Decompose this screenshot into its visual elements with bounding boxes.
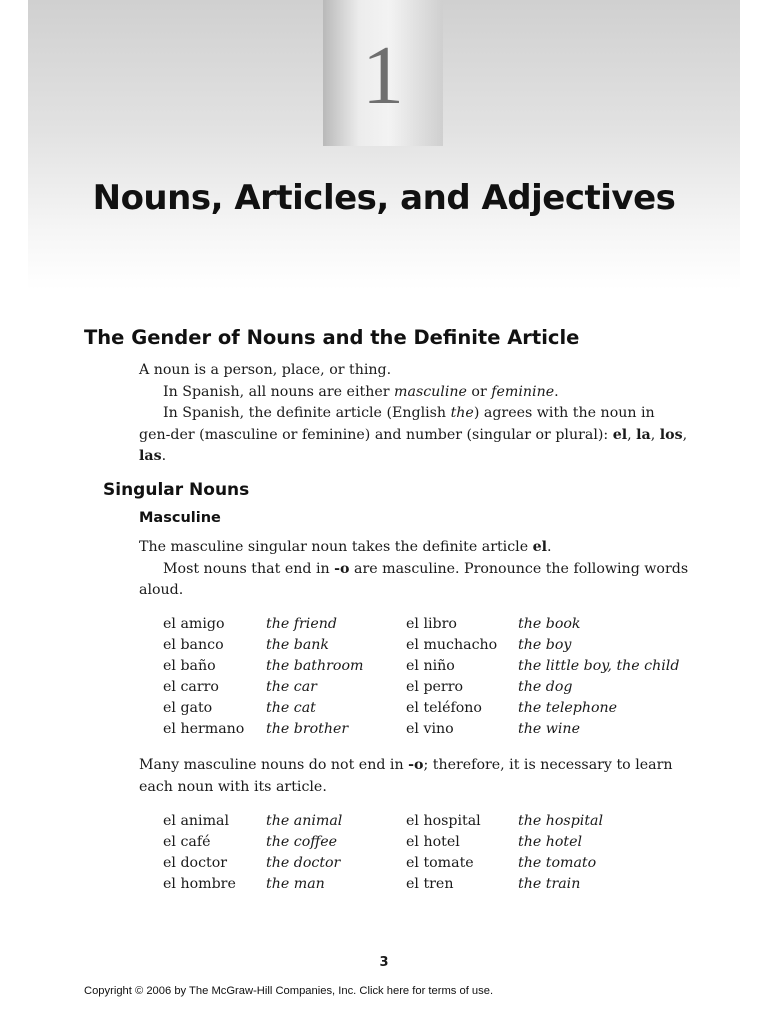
spanish-word: el hotel — [406, 834, 460, 850]
english-word: the little boy, the child — [518, 658, 680, 674]
page-number: 3 — [379, 955, 389, 970]
english-word: the hospital — [518, 813, 604, 829]
masculine-line-1 — [139, 537, 689, 559]
text-run: . — [161, 448, 167, 464]
intro-line-2 — [139, 382, 689, 404]
vocab-row — [163, 853, 723, 874]
text-run: In Spanish, all nouns are either — [163, 383, 395, 400]
english-word: the man — [266, 876, 325, 892]
english-word: the tomato — [518, 855, 597, 871]
english-word: the train — [518, 876, 581, 892]
english-word: the wine — [518, 721, 580, 737]
english-word: the cat — [266, 700, 316, 716]
spanish-word: el perro — [406, 679, 464, 695]
masculine-line-2 — [139, 559, 689, 602]
text-run: Most nouns that end in — [163, 560, 335, 577]
subsubsection-heading: Masculine — [139, 510, 221, 526]
spanish-word: el vino — [406, 721, 454, 737]
vocab-row — [163, 874, 723, 895]
vocab-row — [163, 719, 723, 740]
vocab-list-2 — [163, 811, 723, 895]
text-run: . — [554, 383, 559, 400]
chapter-number-tab — [323, 0, 443, 146]
article-el: el — [612, 426, 628, 443]
text-run: The masculine singular noun takes the definite article — [139, 539, 533, 555]
spanish-word: el amigo — [163, 616, 225, 632]
text-run: , — [682, 426, 688, 443]
chapter-title: Nouns, Articles, and Adjectives — [92, 178, 676, 218]
spanish-word: el tomate — [406, 855, 474, 871]
intro-line-1: A noun is a person, place, or thing. — [139, 362, 392, 378]
spanish-word: el banco — [163, 637, 224, 653]
masculine-line-3 — [139, 755, 689, 798]
masculine-paragraph-2 — [139, 755, 689, 798]
terms-of-use-link[interactable]: Copyright © 2006 by The McGraw-Hill Companies, Inc. Click here for terms of use. — [84, 985, 494, 997]
english-word: the boy — [518, 637, 572, 653]
vocab-row — [163, 656, 723, 677]
spanish-word: el café — [163, 834, 211, 850]
english-word: the friend — [266, 616, 337, 632]
text-run: or — [466, 383, 492, 400]
english-word: the animal — [266, 813, 343, 829]
spanish-word: el carro — [163, 679, 219, 695]
spanish-word: el teléfono — [406, 700, 482, 716]
english-word: the brother — [266, 721, 349, 737]
english-word: the doctor — [266, 855, 341, 871]
ending-o: -o — [408, 757, 424, 773]
term-the: the — [450, 405, 474, 421]
english-word: the dog — [518, 679, 573, 695]
spanish-word: el niño — [406, 658, 455, 674]
text-run: are masculine. Pronounce the following words aloud. — [139, 560, 689, 598]
text-run: , — [627, 426, 637, 443]
term-feminine: feminine — [491, 383, 555, 400]
text-run: In Spanish, the definite article (English — [163, 405, 451, 421]
vocab-row — [163, 698, 723, 719]
masculine-paragraph — [139, 537, 689, 602]
subsection-heading: Singular Nouns — [103, 480, 250, 500]
english-word: the car — [266, 679, 317, 695]
term-masculine: masculine — [394, 383, 467, 400]
text-run: ; therefore, it is necessary to learn each noun with its article. — [139, 757, 673, 795]
english-word: the coffee — [266, 834, 338, 850]
vocab-row — [163, 635, 723, 656]
vocab-row — [163, 832, 723, 853]
ending-o: -o — [334, 560, 350, 577]
english-word: the bank — [266, 637, 330, 653]
spanish-word: el libro — [406, 616, 457, 632]
english-word: the book — [518, 616, 581, 632]
vocab-row — [163, 811, 723, 832]
intro-text — [139, 360, 689, 468]
text-run: , — [650, 426, 660, 443]
spanish-word: el animal — [163, 813, 230, 829]
text-run: Many masculine nouns do not end in — [139, 757, 409, 773]
article-las: las — [139, 448, 162, 464]
article-la: la — [636, 426, 651, 443]
english-word: the hotel — [518, 834, 583, 850]
vocab-row — [163, 677, 723, 698]
vocab-list-1 — [163, 614, 723, 740]
spanish-word: el doctor — [163, 855, 228, 871]
spanish-word: el hospital — [406, 813, 481, 829]
spanish-word: el hombre — [163, 876, 236, 892]
chapter-number: 1 — [362, 29, 404, 122]
spanish-word: el hermano — [163, 721, 245, 737]
intro-line-3 — [139, 403, 689, 468]
english-word: the telephone — [518, 700, 618, 716]
text-run: ) agrees with the noun in gen-der (masculine or feminine) and number (singular or plural): — [139, 405, 655, 443]
english-word: the bathroom — [266, 658, 364, 674]
vocab-row — [163, 614, 723, 635]
text-run: . — [547, 539, 552, 555]
copyright-notice[interactable] — [84, 985, 493, 997]
article-los: los — [659, 426, 683, 443]
spanish-word: el muchacho — [406, 637, 498, 653]
spanish-word: el tren — [406, 876, 454, 892]
section-heading: The Gender of Nouns and the Definite Article — [84, 326, 580, 349]
spanish-word: el gato — [163, 700, 213, 716]
spanish-word: el baño — [163, 658, 216, 674]
article-el: el — [532, 539, 548, 555]
